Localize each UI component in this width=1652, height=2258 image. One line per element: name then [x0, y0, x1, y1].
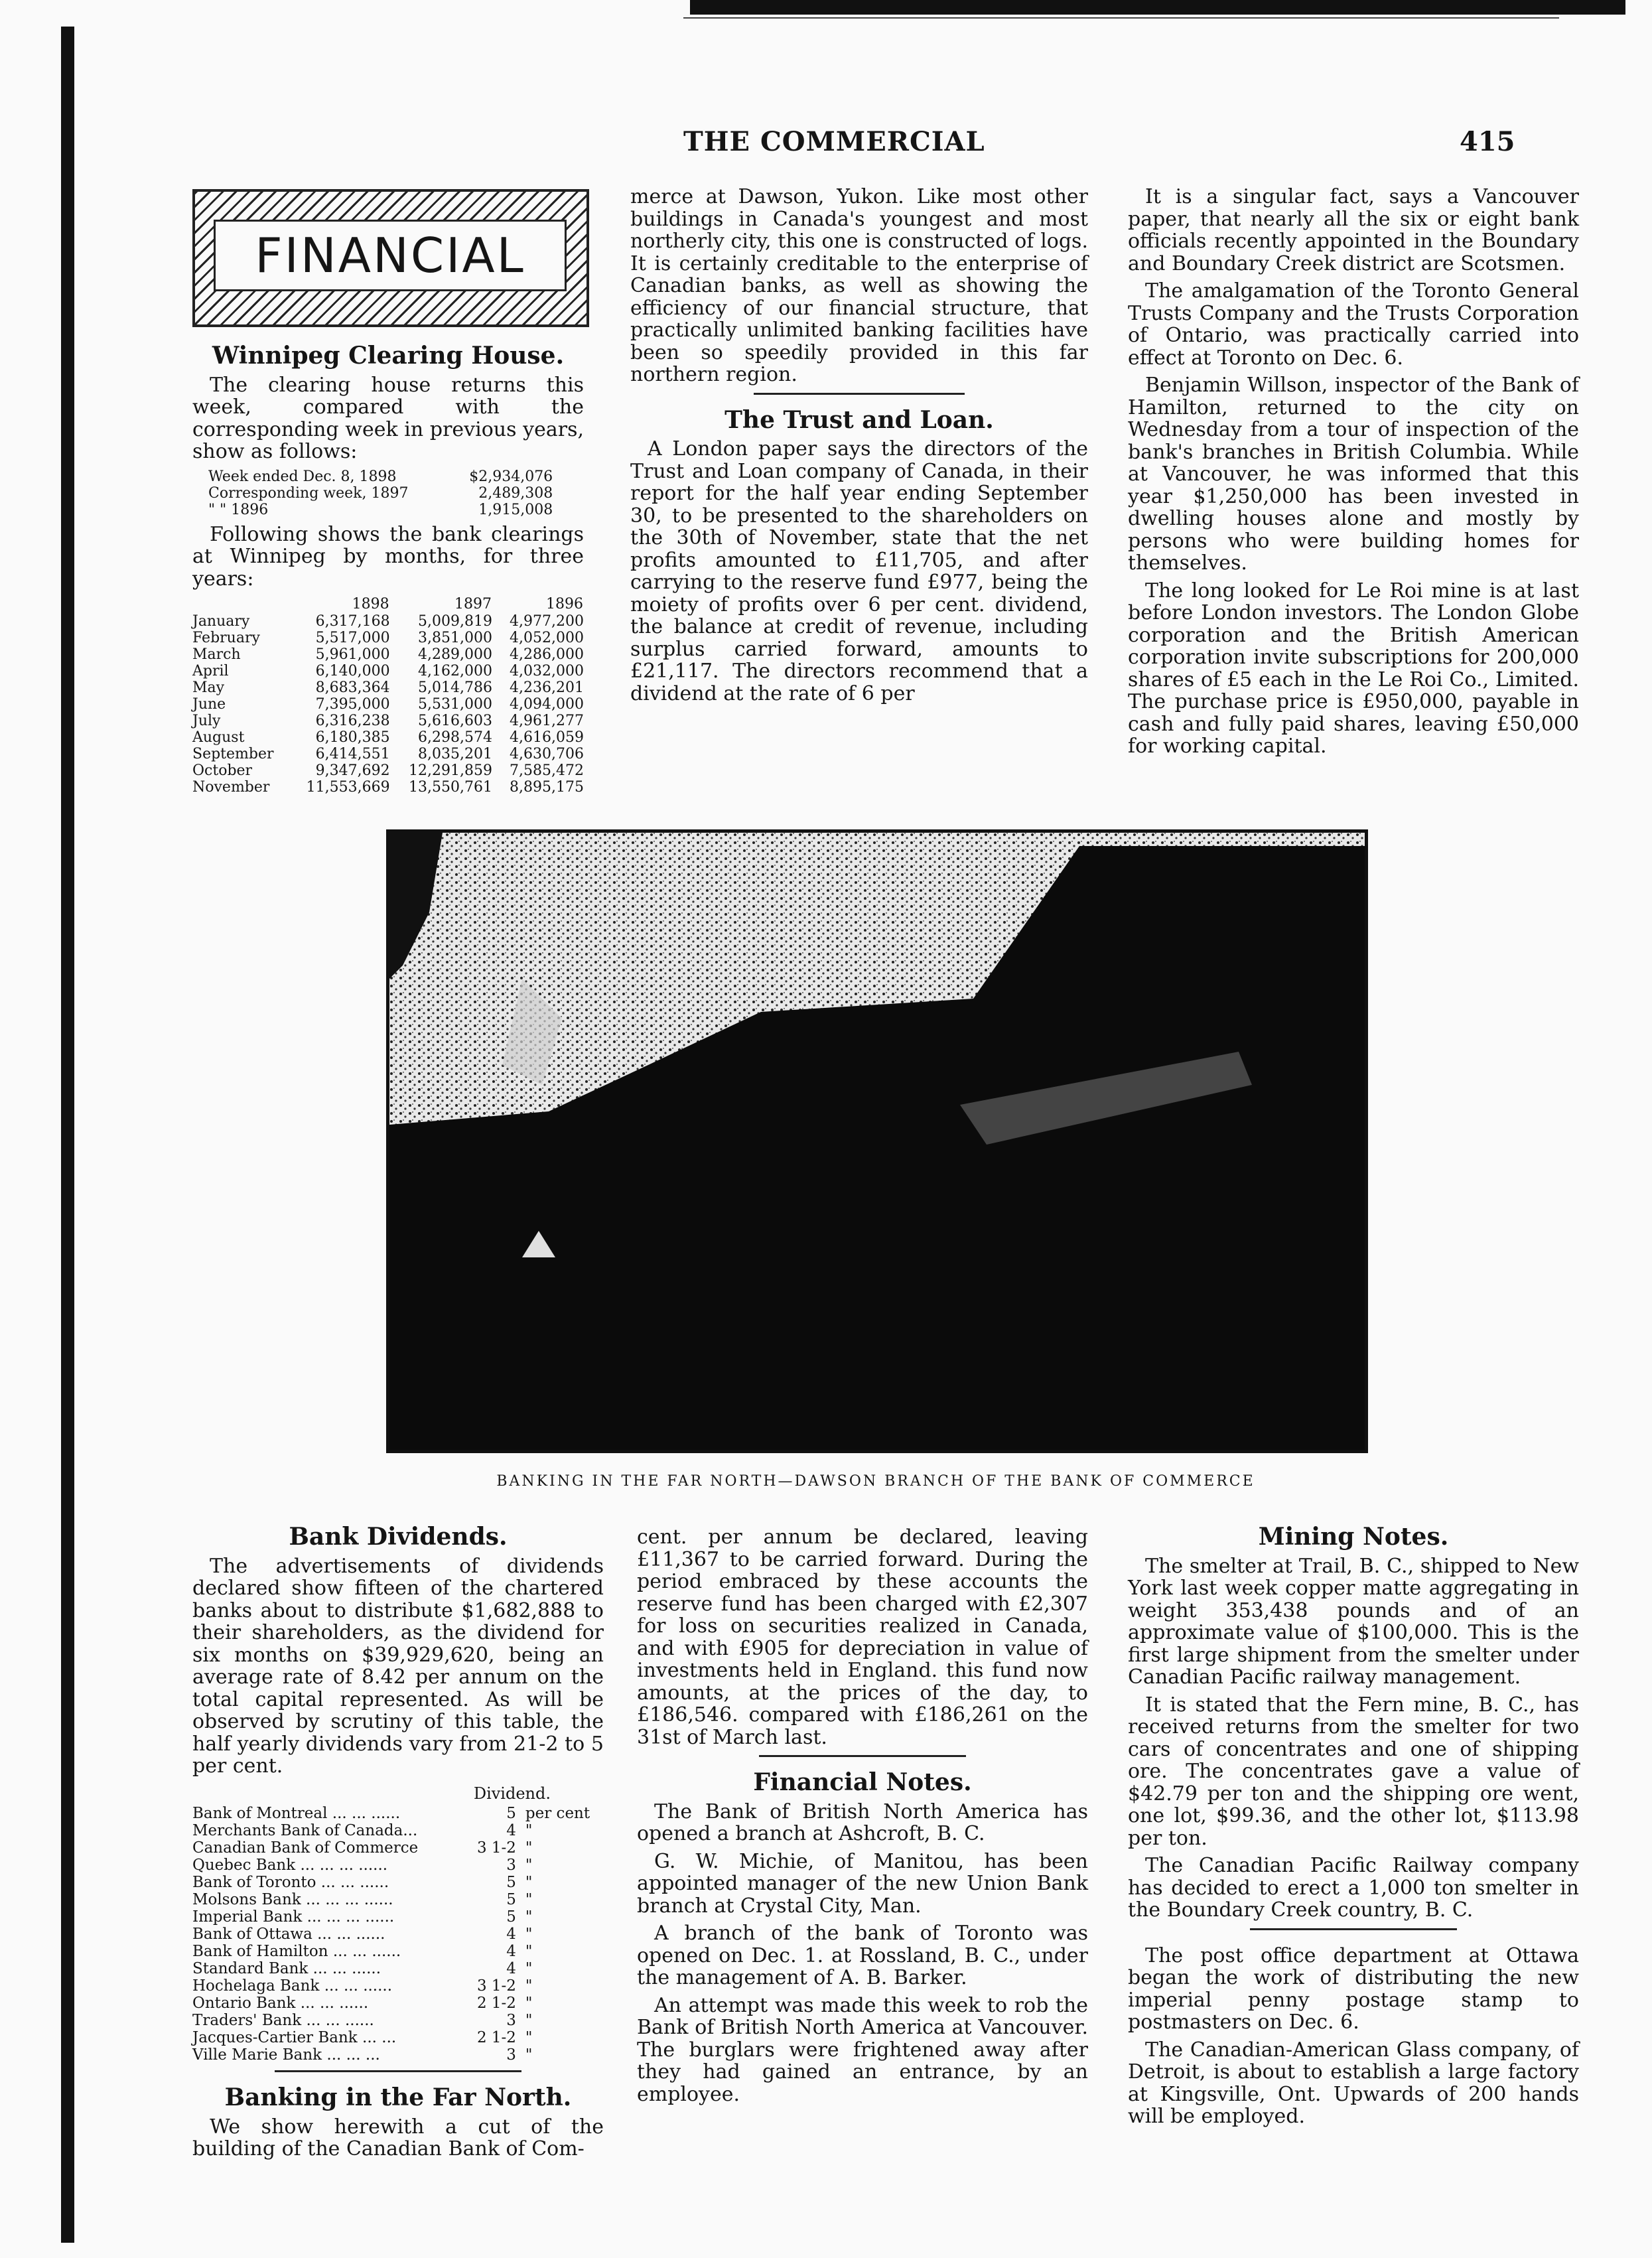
week-value: 1,915,008: [478, 501, 553, 518]
dividend-rate: 4: [506, 1822, 516, 1839]
michie-note: G. W. Michie, of Manitou, has been appointed manager of the new Union Bank branch at Crystal City, Man.: [637, 1849, 1088, 1918]
dividend-rate: 5: [506, 1874, 516, 1891]
dividends-table: [192, 1805, 604, 2064]
month-label: November: [192, 779, 270, 796]
month-value: 8,035,201: [418, 746, 492, 762]
far-north-continued: merce at Dawson, Yukon. Like most other buildings in Canada's youngest and most northerly city, this one is constructed of logs. It is certainly creditable to the enterprise of Canadian banks, as well as showing the efficiency of our financial structure, that practically unlimited banking facilities have been so speedily provided in this far northern region.: [630, 185, 1088, 386]
month-value: 4,094,000: [510, 696, 584, 713]
month-value: 5,009,819: [418, 613, 492, 630]
dividend-rate: 3: [506, 1857, 516, 1874]
month-value: 5,616,603: [418, 713, 492, 729]
dividend-row: [192, 1857, 604, 1874]
dividend-unit: ": [525, 1874, 533, 1891]
month-row: [192, 762, 584, 779]
dividend-row: [192, 1960, 604, 1977]
dividend-row: [192, 1805, 604, 1822]
dividend-unit: ": [525, 1822, 533, 1839]
week-value: $2,934,076: [469, 468, 553, 485]
bank-name: Molsons Bank ... ... ... ......: [192, 1891, 393, 1908]
month-label: February: [192, 630, 260, 646]
monthly-intro: Following shows the bank clearings at Winnipeg by months, for three years:: [192, 522, 584, 591]
bank-name: Jacques-Cartier Bank ... ...: [192, 2029, 397, 2046]
bank-name: Bank of Ottawa ... ... ......: [192, 1926, 385, 1943]
month-value: 5,531,000: [418, 696, 492, 713]
bank-name: Traders' Bank ... ... ......: [192, 2012, 374, 2029]
month-row: [192, 696, 584, 713]
month-value: 4,286,000: [510, 646, 584, 663]
month-value: 11,553,669: [306, 779, 390, 796]
month-value: 6,414,551: [315, 746, 390, 762]
weekly-row: [208, 485, 553, 502]
month-value: 7,585,472: [510, 762, 584, 779]
month-value: 4,052,000: [510, 630, 584, 646]
monthly-clearings-table: [192, 595, 584, 796]
dividend-rate: 5: [506, 1908, 516, 1926]
week-label: Corresponding week, 1897: [208, 484, 409, 502]
photo-halftone: [389, 833, 1365, 1450]
weekly-row: [208, 502, 553, 518]
winnipeg-intro: The clearing house returns this week, compared with the corresponding week in previous years, show as follows:: [192, 373, 584, 463]
dividend-unit: ": [525, 1908, 533, 1926]
dividend-rate: 3 1-2: [476, 1839, 516, 1857]
column-divider: [275, 2070, 521, 2072]
dividend-rate: 2 1-2: [476, 1995, 516, 2012]
month-row: [192, 779, 584, 796]
far-north-text: We show herewith a cut of the building of the Canadian Bank of Com-: [192, 2115, 604, 2160]
month-value: 4,630,706: [510, 746, 584, 762]
month-row: [192, 630, 584, 646]
week-label: " " 1896: [208, 501, 269, 518]
month-row: [192, 729, 584, 746]
bank-name: Bank of Toronto ... ... ......: [192, 1874, 389, 1891]
month-value: 5,961,000: [315, 646, 390, 663]
dividend-rate: 3 1-2: [476, 1977, 516, 1995]
fern-mine-note: It is stated that the Fern mine, B. C., has received returns from the smelter for two cars of concentrates and one of shipping ore. The concentrates gave a value of $42.79 per ton and the shipping ore went, one lot, $99.36, and the other lot, $113.98 per ton.: [1128, 1693, 1579, 1850]
dividends-text: The advertisements of dividends declared show fifteen of the chartered banks about to distribute $1,682,888 to their shareholders, as the dividend for six months on $39,929,620, being an average rate of 8.42 per annum on the total capital represented. As will be observed by scrutiny of this table, the half yearly dividends vary from 21-2 to 5 per cent.: [192, 1554, 604, 1778]
willson-note: Benjamin Willson, inspector of the Bank of Hamilton, returned to the city on Wednesday from a tour of inspection of the bank's branches in British Columbia. While at Vancouver, he was informed that this year $1,250,000 has been invested in dwelling houses alone and mostly by persons who were building homes for themselves.: [1128, 374, 1579, 575]
dividend-row: [192, 1995, 604, 2012]
month-value: 7,395,000: [315, 696, 390, 713]
month-value: 5,014,786: [418, 679, 492, 696]
dividend-unit: ": [525, 1891, 533, 1908]
dividend-rate: 3: [506, 2012, 516, 2029]
column-3-bottom: [1128, 1523, 1579, 2133]
bank-name: Quebec Bank ... ... ... ......: [192, 1857, 388, 1874]
month-value: 8,895,175: [510, 779, 584, 796]
trail-smelter-note: The smelter at Trail, B. C., shipped to New York last week copper matte aggregating in weight 353,438 pounds and of an approximate value of $100,000. This is the first large shipment from the smelter under Canadian Pacific railway management.: [1128, 1554, 1579, 1689]
dividend-rate: 4: [506, 1943, 516, 1960]
month-row: [192, 746, 584, 762]
dividend-row: [192, 1908, 604, 1926]
bank-name: Ontario Bank ... ... ......: [192, 1995, 369, 2012]
month-label: January: [192, 613, 250, 630]
dividend-rate: 3: [506, 2046, 516, 2064]
dividend-unit: ": [525, 1926, 533, 1943]
month-label: March: [192, 646, 241, 663]
month-value: 4,032,000: [510, 663, 584, 679]
month-value: 6,317,168: [315, 613, 390, 630]
year-header: 1896: [546, 596, 583, 612]
month-value: 6,140,000: [315, 663, 390, 679]
month-value: 4,162,000: [418, 663, 492, 679]
column-divider: [1250, 1928, 1458, 1930]
vancouver-robbery-note: An attempt was made this week to rob the Bank of British North America at Vancouver. The burglars were frightened away after they had gained an entrance, by an employee.: [637, 1993, 1088, 2106]
far-north-heading: Banking in the Far North.: [224, 2083, 572, 2111]
dividends-heading: Bank Dividends.: [289, 1523, 508, 1551]
bank-name: Bank of Hamilton ... ... ......: [192, 1943, 401, 1960]
cpr-smelter-note: The Canadian Pacific Railway company has decided to erect a 1,000 ton smelter in the Boundary Creek country, B. C.: [1128, 1854, 1579, 1922]
dividend-row: [192, 1977, 604, 1995]
column-divider: [754, 393, 964, 395]
month-value: 4,616,059: [510, 729, 584, 746]
month-row: [192, 679, 584, 696]
dividend-row: [192, 2012, 604, 2029]
week-value: 2,489,308: [478, 484, 553, 502]
photo-caption: BANKING IN THE FAR NORTH—DAWSON BRANCH OF THE BANK OF COMMERCE: [496, 1473, 1255, 1490]
dividend-rate: 5: [506, 1891, 516, 1908]
dividend-row: [192, 1839, 604, 1857]
bna-ashcroft-note: The Bank of British North America has opened a branch at Ashcroft, B. C.: [637, 1799, 1088, 1845]
trusts-amalgamation-note: The amalgamation of the Toronto General Trusts Company and the Trusts Corporation of Ontario, was practically carried into effect at Toronto on Dec. 6.: [1128, 279, 1579, 370]
month-value: 12,291,859: [409, 762, 492, 779]
dividend-rate: 4: [506, 1960, 516, 1977]
dividend-column-header: Dividend.: [473, 1784, 551, 1803]
le-roi-note: The long looked for Le Roi mine is at last before London investors. The London Globe corporation and the British American corporation invite subscriptions for 200,000 shares of £5 each in the Le Roi Co., Limited. The purchase price is £950,000, payable in cash and fully paid shares, leaving £50,000 for working capital.: [1128, 579, 1579, 758]
dividend-row: [192, 1891, 604, 1908]
financial-section-banner: [192, 189, 589, 327]
bank-name: Standard Bank ... ... ......: [192, 1960, 381, 1977]
month-label: September: [192, 746, 274, 762]
dividend-row: [192, 1822, 604, 1839]
week-label: Week ended Dec. 8, 1898: [208, 468, 397, 485]
column-3-top: [1128, 186, 1579, 763]
month-label: October: [192, 762, 253, 779]
dividend-unit: ": [525, 1839, 533, 1857]
year-header: 1898: [352, 596, 389, 612]
column-2-top: [630, 186, 1088, 710]
bank-name: Hochelaga Bank ... ... ......: [192, 1977, 393, 1995]
month-label: April: [192, 663, 229, 679]
month-label: August: [192, 729, 245, 746]
dividend-unit: ": [525, 2012, 533, 2029]
bank-name: Imperial Bank ... ... ... ......: [192, 1908, 395, 1926]
dividend-row: [192, 2029, 604, 2046]
dividend-unit: ": [525, 1960, 533, 1977]
month-value: 4,977,200: [510, 613, 584, 630]
weekly-clearings-table: [208, 468, 553, 518]
dividend-unit: ": [525, 2046, 533, 2064]
month-value: 6,316,238: [315, 713, 390, 729]
month-value: 6,298,574: [418, 729, 492, 746]
bank-name: Ville Marie Bank ... ... ...: [192, 2046, 380, 2064]
month-label: May: [192, 679, 225, 696]
dividend-row: [192, 1943, 604, 1960]
trust-loan-continued: cent. per annum be declared, leaving £11,367 to be carried forward. During the period embraced by these accounts the reserve fund has been charged with £2,307 for loss on securities realized in Canada, and with £905 for depreciation in value of investments held in England. this fund now amounts, at the prices of the day, to £186,546. compared with £186,261 on the 31st of March last.: [637, 1525, 1088, 1749]
column-2-bottom: [637, 1526, 1088, 2111]
financial-notes-heading: Financial Notes.: [753, 1768, 972, 1796]
page-number: 415: [1460, 126, 1515, 157]
month-value: 13,550,761: [409, 779, 492, 796]
dividend-unit: ": [525, 1977, 533, 1995]
page-header-title: THE COMMERCIAL: [683, 126, 985, 157]
month-value: 4,961,277: [510, 713, 584, 729]
dividend-unit: ": [525, 1995, 533, 2012]
dividend-row: [192, 1874, 604, 1891]
trust-loan-heading: The Trust and Loan.: [724, 405, 994, 434]
dividend-rate: 2 1-2: [476, 2029, 516, 2046]
bank-name: Canadian Bank of Commerce: [192, 1839, 419, 1857]
month-value: 6,180,385: [315, 729, 390, 746]
dividend-unit: ": [525, 1857, 533, 1874]
month-row: [192, 713, 584, 729]
month-value: 4,236,201: [510, 679, 584, 696]
dividend-rate: 5: [506, 1805, 516, 1822]
month-label: June: [192, 696, 226, 713]
dividend-unit: ": [525, 1943, 533, 1960]
month-row: [192, 613, 584, 630]
scan-left-margin-bar: [61, 27, 74, 2243]
trust-loan-text: A London paper says the directors of the Trust and Loan company of Canada, in their report for the half year ending September 30, to be presented to the shareholders on the 30th of November, state that the net profits amounted to £11,705, and after carrying to the reserve fund £977, being the moiety of profits over 6 per cent. dividend, the balance at credit of revenue, including surplus carried forward, amounts to £21,117. The directors recommend that a dividend at the rate of 6 per: [630, 437, 1088, 705]
rossland-branch-note: A branch of the bank of Toronto was opened on Dec. 1. at Rossland, B. C., under the management of A. B. Barker.: [637, 1922, 1088, 1989]
dawson-branch-photograph: [386, 829, 1368, 1453]
dividend-unit: per cent: [525, 1805, 590, 1822]
month-value: 8,683,364: [315, 679, 390, 696]
winnipeg-heading: Winnipeg Clearing House.: [212, 342, 565, 370]
month-row: [192, 663, 584, 679]
financial-banner-label: FINANCIAL: [214, 220, 567, 291]
weekly-row: [208, 468, 553, 485]
bank-name: Merchants Bank of Canada...: [192, 1822, 418, 1839]
month-value: 9,347,692: [315, 762, 390, 779]
scan-edge-line: [683, 17, 1559, 19]
dividend-unit: ": [525, 2029, 533, 2046]
winnipeg-clearing-article: [192, 342, 584, 796]
column-divider: [759, 1755, 967, 1757]
dividend-rate: 4: [506, 1926, 516, 1943]
month-label: July: [192, 713, 221, 729]
bank-dividends-article: [192, 1523, 604, 2166]
scotsmen-note: It is a singular fact, says a Vancouver paper, that nearly all the six or eight bank officials recently appointed in the Boundary and Boundary Creek district are Scotsmen.: [1128, 185, 1579, 275]
glass-company-note: The Canadian-American Glass company, of Detroit, is about to establish a large factory at Kingsville, Ont. Upwards of 200 hands will be employed.: [1128, 2038, 1579, 2128]
year-header: 1897: [454, 596, 492, 612]
mining-notes-heading: Mining Notes.: [1258, 1523, 1449, 1551]
penny-postage-note: The post office department at Ottawa began the work of distributing the new imperial penny postage stamp to postmasters on Dec. 6.: [1128, 1943, 1579, 2034]
dividend-row: [192, 2046, 604, 2064]
month-value: 3,851,000: [418, 630, 492, 646]
scan-edge-bar: [690, 0, 1625, 15]
dividend-row: [192, 1926, 604, 1943]
month-row: [192, 646, 584, 663]
bank-name: Bank of Montreal ... ... ......: [192, 1805, 401, 1822]
month-value: 5,517,000: [315, 630, 390, 646]
month-value: 4,289,000: [418, 646, 492, 663]
